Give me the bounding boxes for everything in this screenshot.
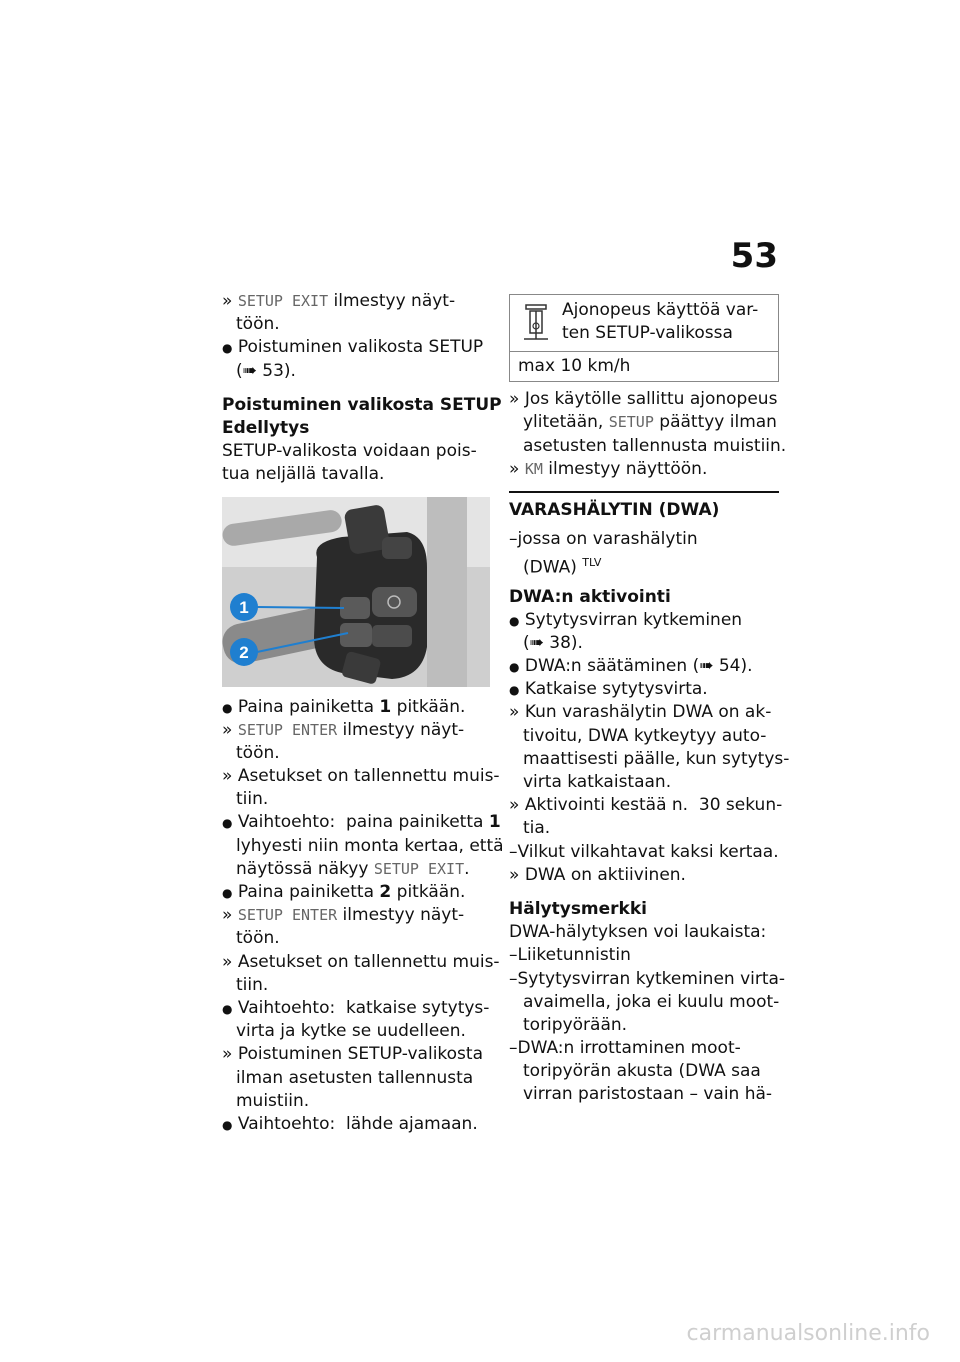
list-item-continuation: muistiin. <box>236 1090 310 1111</box>
paragraph-line: SETUP-valikosta voidaan pois- <box>222 441 477 462</box>
list-item: ● Sytytysvirran kytkeminen <box>509 609 743 630</box>
list-item-continuation: maattisesti päälle, kun sytytys- <box>523 748 790 769</box>
list-item-continuation: asetusten tallennusta muistiin. <box>523 435 787 456</box>
callout-1: 1 <box>239 597 249 617</box>
list-item: –Sytytysvirran kytkeminen virta- <box>509 968 786 989</box>
list-item-continuation: ylitetään, SETUP päättyy ilman <box>523 412 777 433</box>
list-item-continuation: toripyörän akusta (DWA saa <box>523 1061 761 1082</box>
list-item: –jossa on varashälytin <box>509 529 698 550</box>
callout-2: 2 <box>239 642 249 662</box>
section-heading: Poistuminen valikosta SETUP <box>222 394 502 415</box>
list-item: » Kun varashälytin DWA on ak- <box>509 702 772 723</box>
page-reference[interactable]: (➠ 38). <box>523 632 583 653</box>
list-item-continuation: töön. <box>236 742 280 763</box>
info-title-line: Ajonopeus käyttöä var- <box>562 300 759 320</box>
list-item: » SETUP ENTER ilmestyy näyt- <box>222 905 465 926</box>
list-item: ● Poistuminen valikosta SETUP <box>222 337 484 358</box>
info-value: max 10 km/h <box>518 356 631 376</box>
list-item: » Asetukset on tallennettu muis- <box>222 951 500 972</box>
left-column <box>222 290 504 1136</box>
list-item: ● Vaihtoehto: lähde ajamaan. <box>222 1113 478 1134</box>
speedometer-icon <box>518 299 554 343</box>
section-rule <box>509 491 779 493</box>
list-item: » Asetukset on tallennettu muis- <box>222 766 500 787</box>
list-item: » Jos käytölle sallittu ajonopeus <box>509 389 778 410</box>
list-item-continuation: töön. <box>236 314 280 335</box>
list-item: » SETUP EXIT ilmestyy näyt- <box>222 291 456 311</box>
list-item-continuation: (DWA) $^{TLV}$ <box>523 556 602 578</box>
list-item-continuation: avaimella, joka ei kuulu moot- <box>523 991 780 1012</box>
list-item-continuation: virran paristostaan – vain hä- <box>523 1084 773 1105</box>
paragraph-line: DWA-hälytyksen voi laukaista: <box>509 922 767 943</box>
page-number: 53 <box>730 236 778 276</box>
list-item: » Aktivointi kestää n. 30 sekun- <box>509 795 783 816</box>
list-item[interactable]: ● DWA:n säätäminen (➠ 54). <box>509 656 753 677</box>
list-item: » DWA on aktiivinen. <box>509 864 686 885</box>
arrow-right-icon: ➠ <box>699 656 714 677</box>
section-heading: VARASHÄLYTIN (DWA) <box>509 499 720 520</box>
display-code: SETUP EXIT <box>237 292 329 310</box>
list-item: –Liiketunnistin <box>509 945 631 966</box>
list-item: –DWA:n irrottaminen moot- <box>509 1038 741 1059</box>
speed-info-box <box>509 294 779 382</box>
result-marker: » <box>222 291 233 311</box>
list-item-continuation: tiin. <box>236 974 269 995</box>
list-item-continuation: näytössä näkyy SETUP EXIT. <box>236 858 470 879</box>
list-item-continuation: tia. <box>523 818 551 839</box>
list-item-continuation: ilman asetusten tallennusta <box>236 1067 474 1088</box>
list-item: » SETUP ENTER ilmestyy näyt- <box>222 719 465 740</box>
arrow-right-icon: ➠ <box>242 360 257 381</box>
list-item: ● Paina painiketta 1 pitkään. <box>222 696 466 717</box>
page-reference[interactable]: (➠ 53). <box>236 360 296 381</box>
list-item-continuation: virta katkaistaan. <box>523 772 672 793</box>
sub-heading: DWA:n aktivointi <box>509 586 671 607</box>
list-item: » KM ilmestyy näyttöön. <box>509 458 708 479</box>
sub-heading: Edellytys <box>222 417 310 438</box>
info-title-line: ten SETUP-valikossa <box>562 323 733 343</box>
list-item-continuation: lyhyesti niin monta kertaa, että <box>236 835 504 856</box>
list-item: » Poistuminen SETUP-valikosta <box>222 1044 483 1065</box>
list-item-continuation: virta ja kytke se uudelleen. <box>236 1021 466 1042</box>
bullet: ● <box>222 341 233 356</box>
list-item: ● Katkaise sytytysvirta. <box>509 679 708 700</box>
sub-heading: Hälytysmerkki <box>509 898 648 919</box>
list-item: –Vilkut vilkahtavat kaksi kertaa. <box>509 841 779 862</box>
watermark: carmanualsonline.info <box>686 1321 930 1346</box>
list-item-continuation: tiin. <box>236 789 269 810</box>
list-item-continuation: toripyörään. <box>523 1014 628 1035</box>
list-item: ● Paina painiketta 2 pitkään. <box>222 882 466 902</box>
list-item: ● Vaihtoehto: katkaise sytytys- <box>222 997 490 1018</box>
list-item-continuation: töön. <box>236 928 280 949</box>
paragraph-line: tua neljällä tavalla. <box>222 464 385 485</box>
list-item-continuation: tivoitu, DWA kytkeytyy auto- <box>523 725 767 746</box>
right-column <box>509 290 790 1107</box>
list-item: ● Vaihtoehto: paina painiketta 1 <box>222 812 501 833</box>
handlebar-switch-photo <box>222 497 490 687</box>
arrow-right-icon: ➠ <box>529 632 544 653</box>
